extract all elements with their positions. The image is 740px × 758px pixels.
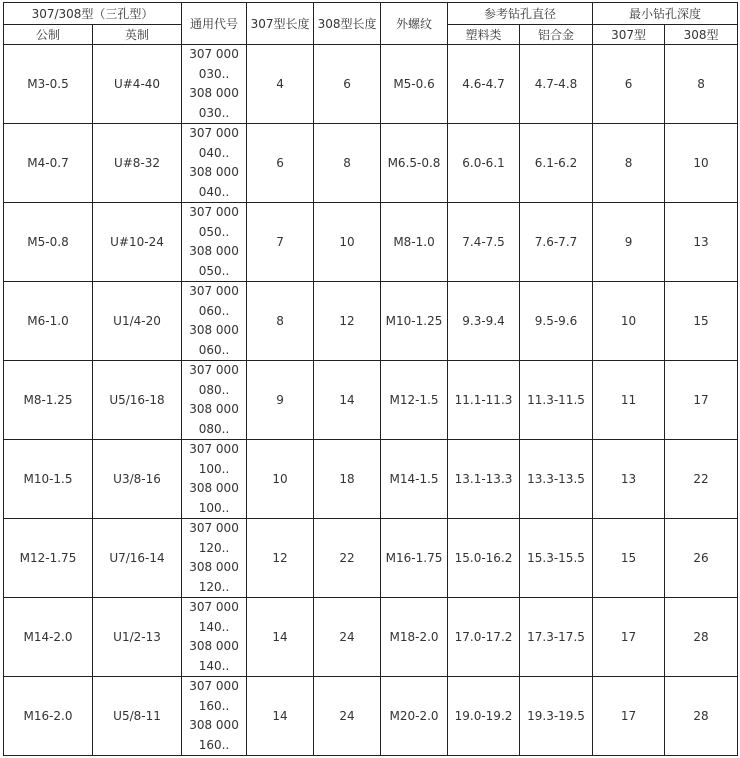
metric-cell: M6-1.0 [4, 282, 93, 361]
external-thread-cell: M16-1.75 [381, 519, 448, 598]
length-307-cell: 8 [247, 282, 314, 361]
universal-code-line: 307 000 [189, 126, 239, 140]
universal-code-line: 308 000 [189, 718, 239, 732]
length-308-cell: 14 [314, 361, 381, 440]
universal-code-line: 307 000 [189, 205, 239, 219]
header-external-thread: 外螺纹 [381, 3, 448, 45]
table-row [4, 519, 738, 598]
universal-code-line: 308 000 [189, 86, 239, 100]
external-thread-cell: M20-2.0 [381, 677, 448, 756]
metric-cell: M8-1.25 [4, 361, 93, 440]
table-body [4, 45, 738, 756]
universal-code-line: 060.. [198, 342, 230, 357]
imperial-cell: U3/8-16 [93, 440, 182, 519]
header-depth-308: 308型 [665, 25, 738, 45]
imperial-cell: U7/16-14 [93, 519, 182, 598]
length-308-cell: 24 [314, 598, 381, 677]
plastic-drill-cell: 7.4-7.5 [448, 203, 520, 282]
spec-table [3, 2, 738, 756]
depth-308-cell: 28 [665, 677, 738, 756]
aluminum-drill-cell: 19.3-19.5 [520, 677, 593, 756]
universal-code-line: 140.. [198, 619, 230, 634]
external-thread-cell: M14-1.5 [381, 440, 448, 519]
table-header [4, 3, 738, 45]
length-307-cell: 6 [247, 124, 314, 203]
table-row [4, 203, 738, 282]
imperial-cell: U1/4-20 [93, 282, 182, 361]
depth-307-cell: 8 [593, 124, 665, 203]
universal-code-line: 030.. [198, 66, 230, 81]
aluminum-drill-cell: 11.3-11.5 [520, 361, 593, 440]
metric-cell: M12-1.75 [4, 519, 93, 598]
external-thread-cell: M12-1.5 [381, 361, 448, 440]
aluminum-drill-cell: 4.7-4.8 [520, 45, 593, 124]
universal-code-cell [182, 361, 247, 440]
universal-code-line: 100.. [198, 461, 230, 476]
length-307-cell: 7 [247, 203, 314, 282]
table-row [4, 124, 738, 203]
external-thread-cell: M18-2.0 [381, 598, 448, 677]
header-min-drill-depth: 最小钻孔深度 [593, 3, 738, 25]
imperial-cell: U5/16-18 [93, 361, 182, 440]
universal-code-line: 307 000 [189, 284, 239, 298]
header-307-length: 307型长度 [247, 3, 314, 45]
universal-code-line: 308 000 [189, 481, 239, 495]
depth-307-cell: 9 [593, 203, 665, 282]
length-307-cell: 14 [247, 598, 314, 677]
header-aluminum: 铝合金 [520, 25, 593, 45]
table-row [4, 282, 738, 361]
external-thread-cell: M8-1.0 [381, 203, 448, 282]
plastic-drill-cell: 4.6-4.7 [448, 45, 520, 124]
universal-code-cell [182, 677, 247, 756]
length-307-cell: 10 [247, 440, 314, 519]
universal-code-cell [182, 45, 247, 124]
header-type-group: 307/308型（三孔型） [4, 3, 182, 25]
plastic-drill-cell: 13.1-13.3 [448, 440, 520, 519]
universal-code-line: 307 000 [189, 442, 239, 456]
length-308-cell: 12 [314, 282, 381, 361]
metric-cell: M14-2.0 [4, 598, 93, 677]
universal-code-line: 050.. [198, 224, 230, 239]
imperial-cell: U5/8-11 [93, 677, 182, 756]
plastic-drill-cell: 17.0-17.2 [448, 598, 520, 677]
universal-code-line: 307 000 [189, 47, 239, 61]
depth-308-cell: 8 [665, 45, 738, 124]
length-308-cell: 22 [314, 519, 381, 598]
depth-308-cell: 10 [665, 124, 738, 203]
universal-code-line: 307 000 [189, 363, 239, 377]
universal-code-line: 080.. [198, 382, 230, 397]
header-metric: 公制 [4, 25, 93, 45]
depth-307-cell: 10 [593, 282, 665, 361]
universal-code-line: 040.. [198, 184, 230, 199]
depth-308-cell: 15 [665, 282, 738, 361]
depth-307-cell: 17 [593, 677, 665, 756]
header-308-length: 308型长度 [314, 3, 381, 45]
aluminum-drill-cell: 17.3-17.5 [520, 598, 593, 677]
metric-cell: M3-0.5 [4, 45, 93, 124]
plastic-drill-cell: 15.0-16.2 [448, 519, 520, 598]
depth-308-cell: 17 [665, 361, 738, 440]
length-308-cell: 10 [314, 203, 381, 282]
plastic-drill-cell: 6.0-6.1 [448, 124, 520, 203]
header-row-1 [4, 3, 738, 25]
depth-307-cell: 15 [593, 519, 665, 598]
universal-code-line: 060.. [198, 303, 230, 318]
imperial-cell: U#8-32 [93, 124, 182, 203]
length-307-cell: 14 [247, 677, 314, 756]
universal-code-line: 308 000 [189, 244, 239, 258]
universal-code-line: 307 000 [189, 600, 239, 614]
universal-code-line: 308 000 [189, 165, 239, 179]
table-row [4, 598, 738, 677]
universal-code-line: 040.. [198, 145, 230, 160]
external-thread-cell: M10-1.25 [381, 282, 448, 361]
universal-code-line: 160.. [198, 698, 230, 713]
universal-code-line: 140.. [198, 658, 230, 673]
external-thread-cell: M5-0.6 [381, 45, 448, 124]
universal-code-line: 308 000 [189, 402, 239, 416]
length-308-cell: 18 [314, 440, 381, 519]
aluminum-drill-cell: 6.1-6.2 [520, 124, 593, 203]
metric-cell: M10-1.5 [4, 440, 93, 519]
plastic-drill-cell: 11.1-11.3 [448, 361, 520, 440]
universal-code-line: 308 000 [189, 639, 239, 653]
universal-code-line: 080.. [198, 421, 230, 436]
aluminum-drill-cell: 9.5-9.6 [520, 282, 593, 361]
plastic-drill-cell: 19.0-19.2 [448, 677, 520, 756]
length-307-cell: 12 [247, 519, 314, 598]
depth-307-cell: 6 [593, 45, 665, 124]
imperial-cell: U#10-24 [93, 203, 182, 282]
universal-code-line: 030.. [198, 105, 230, 120]
depth-307-cell: 13 [593, 440, 665, 519]
depth-307-cell: 11 [593, 361, 665, 440]
header-universal-code: 通用代号 [182, 3, 247, 45]
table-row [4, 440, 738, 519]
spec-table-container [3, 2, 738, 756]
plastic-drill-cell: 9.3-9.4 [448, 282, 520, 361]
universal-code-line: 050.. [198, 263, 230, 278]
depth-307-cell: 17 [593, 598, 665, 677]
universal-code-cell [182, 124, 247, 203]
universal-code-cell [182, 282, 247, 361]
universal-code-cell [182, 598, 247, 677]
external-thread-cell: M6.5-0.8 [381, 124, 448, 203]
header-depth-307: 307型 [593, 25, 665, 45]
length-307-cell: 4 [247, 45, 314, 124]
length-308-cell: 24 [314, 677, 381, 756]
imperial-cell: U#4-40 [93, 45, 182, 124]
universal-code-cell [182, 203, 247, 282]
universal-code-line: 307 000 [189, 521, 239, 535]
table-row [4, 677, 738, 756]
aluminum-drill-cell: 7.6-7.7 [520, 203, 593, 282]
table-row [4, 45, 738, 124]
length-307-cell: 9 [247, 361, 314, 440]
metric-cell: M4-0.7 [4, 124, 93, 203]
universal-code-line: 100.. [198, 500, 230, 515]
universal-code-line: 308 000 [189, 560, 239, 574]
universal-code-line: 120.. [198, 540, 230, 555]
depth-308-cell: 28 [665, 598, 738, 677]
imperial-cell: U1/2-13 [93, 598, 182, 677]
depth-308-cell: 22 [665, 440, 738, 519]
length-308-cell: 8 [314, 124, 381, 203]
length-308-cell: 6 [314, 45, 381, 124]
metric-cell: M16-2.0 [4, 677, 93, 756]
depth-308-cell: 26 [665, 519, 738, 598]
universal-code-line: 160.. [198, 737, 230, 752]
depth-308-cell: 13 [665, 203, 738, 282]
header-plastic: 塑料类 [448, 25, 520, 45]
universal-code-line: 308 000 [189, 323, 239, 337]
table-row [4, 361, 738, 440]
universal-code-line: 120.. [198, 579, 230, 594]
universal-code-cell [182, 440, 247, 519]
universal-code-line: 307 000 [189, 679, 239, 693]
header-imperial: 英制 [93, 25, 182, 45]
aluminum-drill-cell: 13.3-13.5 [520, 440, 593, 519]
metric-cell: M5-0.8 [4, 203, 93, 282]
header-reference-drill-diameter: 参考钻孔直径 [448, 3, 593, 25]
universal-code-cell [182, 519, 247, 598]
aluminum-drill-cell: 15.3-15.5 [520, 519, 593, 598]
